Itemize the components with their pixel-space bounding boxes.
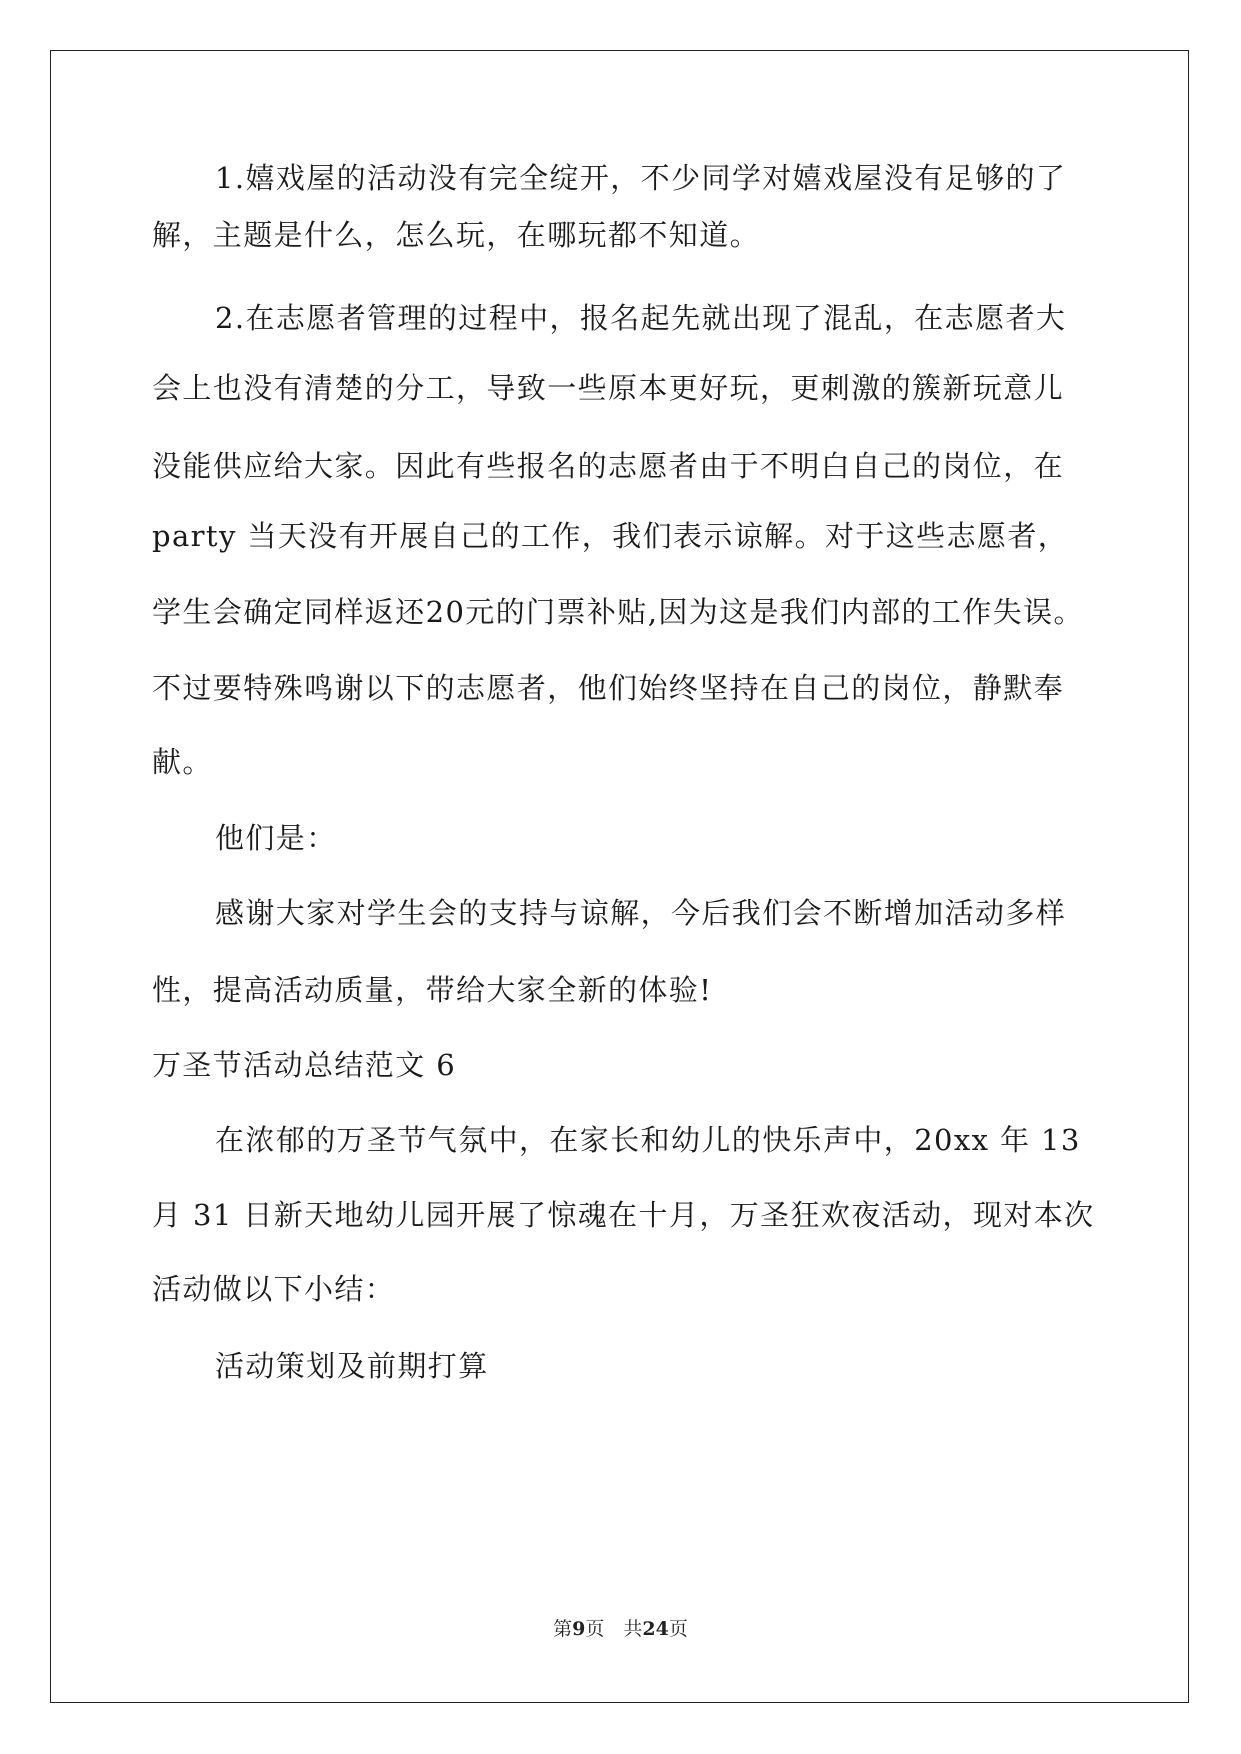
text-line: 2.在志愿者管理的过程中，报名起先就出现了混乱，在志愿者大 <box>215 301 1067 335</box>
footer-mid: 页 共 <box>585 1618 643 1640</box>
text-line: 1.嬉戏屋的活动没有完全绽开，不少同学对嬉戏屋没有足够的了 <box>215 161 1067 195</box>
text-line: 感谢大家对学生会的支持与谅解，今后我们会不断增加活动多样 <box>215 896 1067 930</box>
footer-suffix: 页 <box>668 1618 688 1640</box>
text-line: 解，主题是什么，怎么玩，在哪玩都不知道。 <box>152 218 761 252</box>
text-line: 他们是： <box>215 821 337 855</box>
current-page-number: 9 <box>572 1618 586 1640</box>
footer-prefix: 第 <box>553 1618 573 1640</box>
page-footer <box>0 1614 1241 1641</box>
text-line: 会上也没有清楚的分工，导致一些原本更好玩，更刺激的簇新玩意儿 <box>152 371 1065 405</box>
text-line: party 当天没有开展自己的工作，我们表示谅解。对于这些志愿者， <box>152 519 1069 553</box>
text-line: 性，提高活动质量，带给大家全新的体验! <box>152 973 713 1007</box>
text-line: 学生会确定同样返还20元的门票补贴,因为这是我们内部的工作失误。 <box>152 595 1084 629</box>
total-page-count: 24 <box>642 1618 669 1640</box>
text-line: 月 31 日新天地幼儿园开展了惊魂在十月，万圣狂欢夜活动，现对本次 <box>152 1198 1095 1232</box>
text-line: 活动策划及前期打算 <box>215 1349 489 1383</box>
text-line: 不过要特殊鸣谢以下的志愿者，他们始终坚持在自己的岗位，静默奉 <box>152 671 1065 705</box>
text-line: 没能供应给大家。因此有些报名的志愿者由于不明白自己的岗位，在 <box>152 449 1065 483</box>
text-line: 在浓郁的万圣节气氛中，在家长和幼儿的快乐声中，20xx 年 13 <box>215 1123 1081 1157</box>
text-line: 献。 <box>152 745 213 779</box>
text-line: 活动做以下小结： <box>152 1272 396 1306</box>
section-heading: 万圣节活动总结范文 6 <box>152 1048 457 1082</box>
